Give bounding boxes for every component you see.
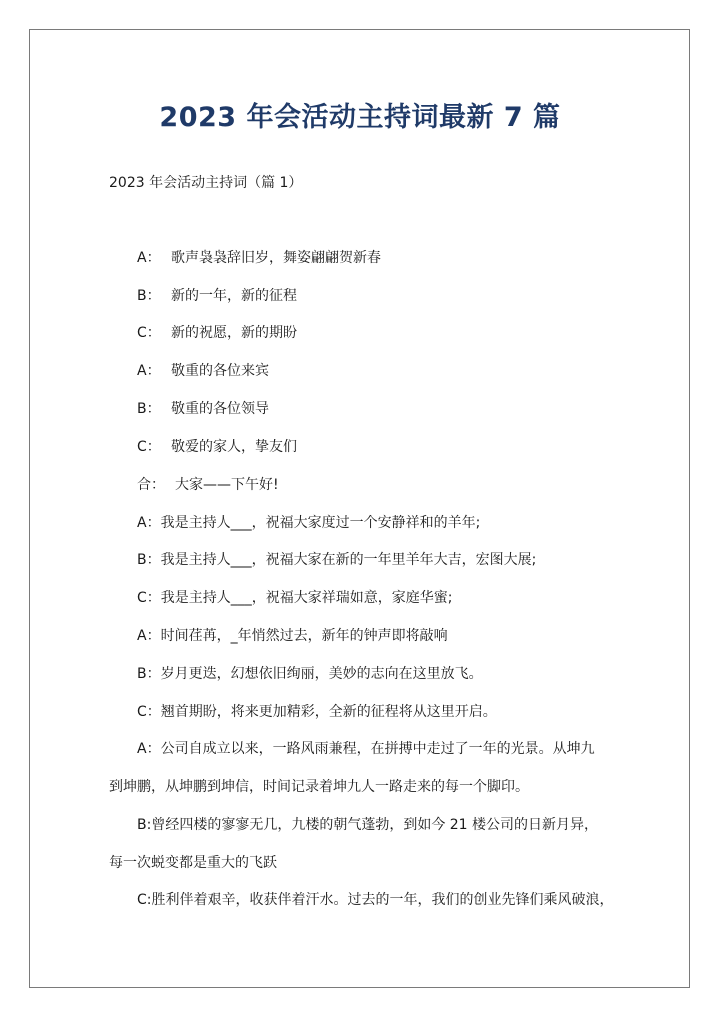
speaker-label: B：: [137, 552, 161, 568]
speaker-label: A：: [137, 515, 161, 531]
speaker-label: A：: [137, 363, 161, 379]
line-text: 岁月更迭，幻想依旧绚丽，美妙的志向在这里放飞。: [160, 666, 483, 682]
speaker-label: C：: [137, 704, 161, 720]
line-text: 敬重的各位领导: [171, 401, 269, 417]
line-text: 大家——下午好!: [175, 477, 279, 493]
line-text: 我是主持人___，祝福大家祥瑞如意，家庭华蜜;: [160, 590, 453, 606]
dialogue-line: [109, 512, 614, 534]
paragraph-first-line: C:胜利伴着艰辛，收获伴着汗水。过去的一年，我们的创业先锋们乘风破浪，: [137, 892, 614, 908]
speaker-label: C：: [137, 325, 161, 341]
line-text: 时间荏苒，_年悄然过去，新年的钟声即将敲响: [160, 628, 448, 644]
line-text: 我是主持人___，祝福大家在新的一年里羊年大吉，宏图大展;: [160, 552, 537, 568]
dialogue-line: [109, 285, 614, 307]
dialogue-line: [109, 398, 614, 420]
dialogue-line: [109, 322, 614, 344]
dialogue-line: [109, 247, 614, 269]
line-text: 敬爱的家人，挚友们: [171, 439, 297, 455]
dialogue-line: [109, 663, 614, 685]
paragraph-continuation: 每一次蜕变都是重大的飞跃: [109, 855, 277, 871]
speaker-label: A：: [137, 628, 161, 644]
section-title: 2023 年会活动主持词（篇 1）: [109, 175, 303, 191]
line-text: 歌声袅袅辞旧岁，舞姿翩翩贺新春: [171, 250, 381, 266]
line-text: 新的祝愿，新的期盼: [171, 325, 297, 341]
speaker-label: B：: [137, 666, 161, 682]
speaker-label: 合：: [137, 477, 165, 493]
paragraph-first-line: B:曾经四楼的寥寥无几，九楼的朝气蓬勃，到如今 21 楼公司的日新月异，: [137, 817, 599, 833]
dialogue-line: [109, 587, 614, 609]
paragraph-continuation: 到坤鹏，从坤鹏到坤信，时间记录着坤九人一路走来的每一个脚印。: [109, 779, 529, 795]
line-text: 翘首期盼，将来更加精彩，全新的征程将从这里开启。: [160, 704, 497, 720]
line-text: 敬重的各位来宾: [171, 363, 269, 379]
line-text: 新的一年，新的征程: [171, 288, 297, 304]
speaker-label: B：: [137, 288, 161, 304]
dialogue-line: [109, 360, 614, 382]
speaker-label: C：: [137, 590, 161, 606]
dialogue-line: [109, 701, 614, 723]
speaker-label: A：: [137, 250, 161, 266]
line-text: 我是主持人___，祝福大家度过一个安静祥和的羊年;: [160, 515, 481, 531]
dialogue-line: [109, 549, 614, 571]
paragraph-first-line: A：公司自成立以来，一路风雨兼程，在拼搏中走过了一年的光景。从坤九: [137, 741, 595, 757]
document-title: 2023 年会活动主持词最新 7 篇: [159, 102, 561, 133]
speaker-label: C：: [137, 439, 161, 455]
dialogue-line: [109, 625, 614, 647]
dialogue-line: [109, 436, 614, 458]
dialogue-line: [109, 474, 614, 496]
speaker-label: B：: [137, 401, 161, 417]
